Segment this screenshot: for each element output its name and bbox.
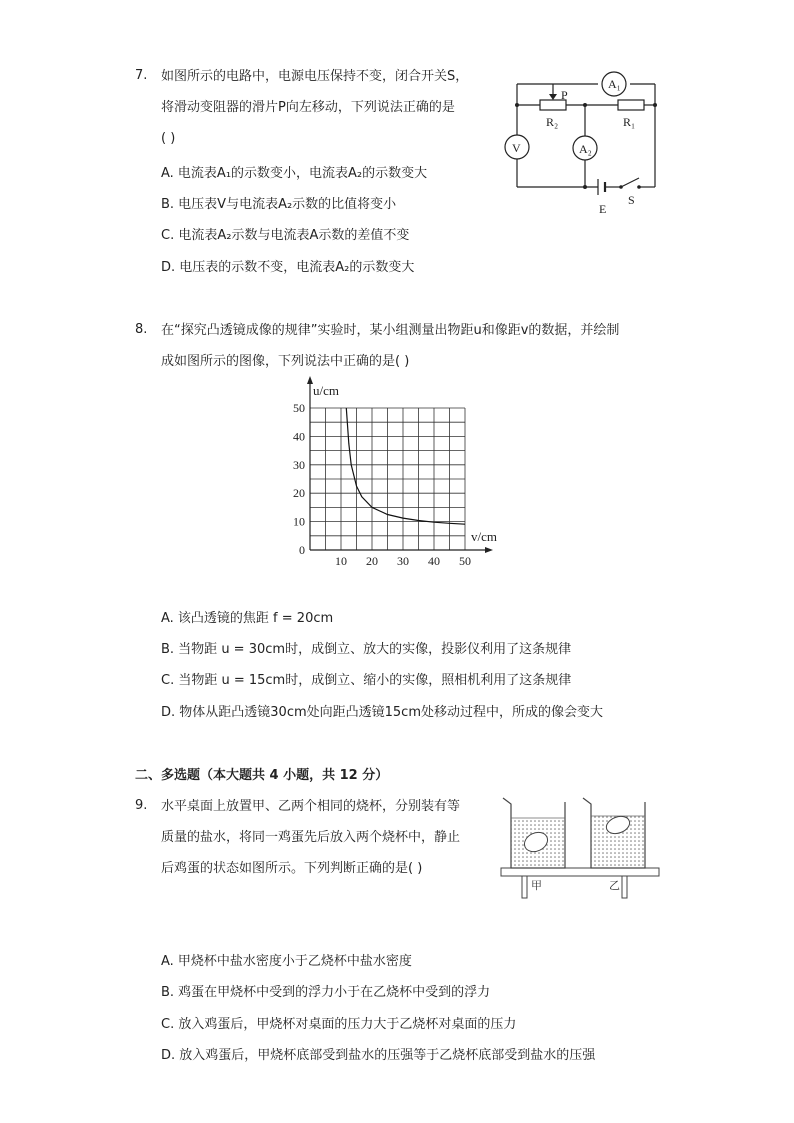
option-d[interactable]: D. 物体从距凸透镜30cm处向距凸透镜15cm处移动过程中，所成的像会变大 [161, 705, 603, 720]
option-c[interactable]: C. 放入鸡蛋后，甲烧杯对桌面的压力大于乙烧杯对桌面的压力 [161, 1017, 517, 1032]
option-d[interactable]: D. 电压表的示数不变，电流表A₂的示数变大 [161, 260, 415, 275]
beakers-figure [498, 792, 663, 902]
label-r2: R₂ [546, 115, 559, 129]
option-b[interactable]: B. 鸡蛋在甲烧杯中受到的浮力小于在乙烧杯中受到的浮力 [161, 985, 491, 1000]
label-a1: A₁ [608, 77, 621, 91]
y-tick-label: 20 [293, 486, 305, 501]
circuit-diagram [495, 62, 670, 222]
x-tick-label: 20 [366, 554, 378, 568]
option-b[interactable]: B. 当物距 u = 30cm时，成倒立、放大的实像，投影仪利用了这条规律 [161, 642, 572, 657]
question-stem-line: 将滑动变阻器的滑片P向左移动，下列说法正确的是 [161, 100, 455, 115]
table-leg [622, 876, 627, 898]
question-stem-line: 后鸡蛋的状态如图所示。下列判断正确的是( ) [161, 861, 423, 876]
option-b[interactable]: B. 电压表V与电流表A₂示数的比值将变小 [161, 197, 397, 212]
option-c[interactable]: C. 电流表A₂示数与电流表A示数的差值不变 [161, 228, 410, 243]
question-stem-line: 水平桌面上放置甲、乙两个相同的烧杯，分别装有等 [161, 799, 461, 814]
option-a[interactable]: A. 该凸透镜的焦距 f = 20cm [161, 611, 334, 626]
option-c[interactable]: C. 当物距 u = 15cm时，成倒立、缩小的实像，照相机利用了这条规律 [161, 673, 572, 688]
y-tick-label: 50 [293, 401, 305, 415]
question-stem-line: 在“探究凸透镜成像的规律”实验时，某小组测量出物距u和像距v的数据，并绘制 [161, 323, 620, 338]
label-e: E [599, 202, 607, 216]
switch-lever [621, 178, 639, 187]
x-tick-label: 30 [397, 554, 409, 568]
y-tick-label: 0 [299, 543, 305, 557]
label-yi: 乙 [609, 880, 620, 892]
u-v-graph [280, 372, 510, 572]
question-stem-line: 质量的盐水，将同一鸡蛋先后放入两个烧杯中，静止 [161, 830, 461, 845]
label-a2: A₂ [579, 142, 592, 156]
table-top [501, 868, 659, 876]
y-tick-label: 30 [293, 457, 305, 472]
y-axis-label: u/cm [313, 383, 339, 398]
question-stem-line: 成如图所示的图像，下列说法中正确的是( ) [161, 354, 410, 369]
y-tick-label: 40 [293, 429, 305, 444]
resistor-r1 [618, 100, 644, 110]
option-a[interactable]: A. 甲烧杯中盐水密度小于乙烧杯中盐水密度 [161, 954, 412, 969]
x-axis-arrow-icon [485, 547, 493, 553]
x-axis-label: v/cm [471, 529, 497, 544]
table-leg [522, 876, 527, 898]
label-s: S [628, 193, 635, 207]
question-number: 9. [135, 798, 148, 813]
label-v: V [512, 141, 521, 155]
slider-arrow-icon [549, 94, 557, 100]
question-number: 8. [135, 322, 148, 337]
label-p: P [561, 88, 568, 102]
question-stem-line: 如图所示的电路中，电源电压保持不变，闭合开关S， [161, 69, 469, 84]
question-number: 7. [135, 68, 148, 83]
u-v-curve [346, 408, 465, 524]
x-tick-label: 40 [428, 554, 440, 568]
x-tick-label: 10 [335, 554, 347, 568]
y-tick-label: 10 [293, 514, 305, 529]
section-title: 二、多选题（本大题共 4 小题，共 12 分） [135, 768, 389, 783]
label-jia: 甲 [531, 880, 542, 892]
option-d[interactable]: D. 放入鸡蛋后，甲烧杯底部受到盐水的压强等于乙烧杯底部受到盐水的压强 [161, 1048, 596, 1063]
x-tick-label: 50 [459, 554, 471, 568]
question-stem-line: ( ) [161, 131, 176, 146]
option-a[interactable]: A. 电流表A₁的示数变小，电流表A₂的示数变大 [161, 166, 428, 181]
label-r1: R₁ [623, 115, 636, 129]
